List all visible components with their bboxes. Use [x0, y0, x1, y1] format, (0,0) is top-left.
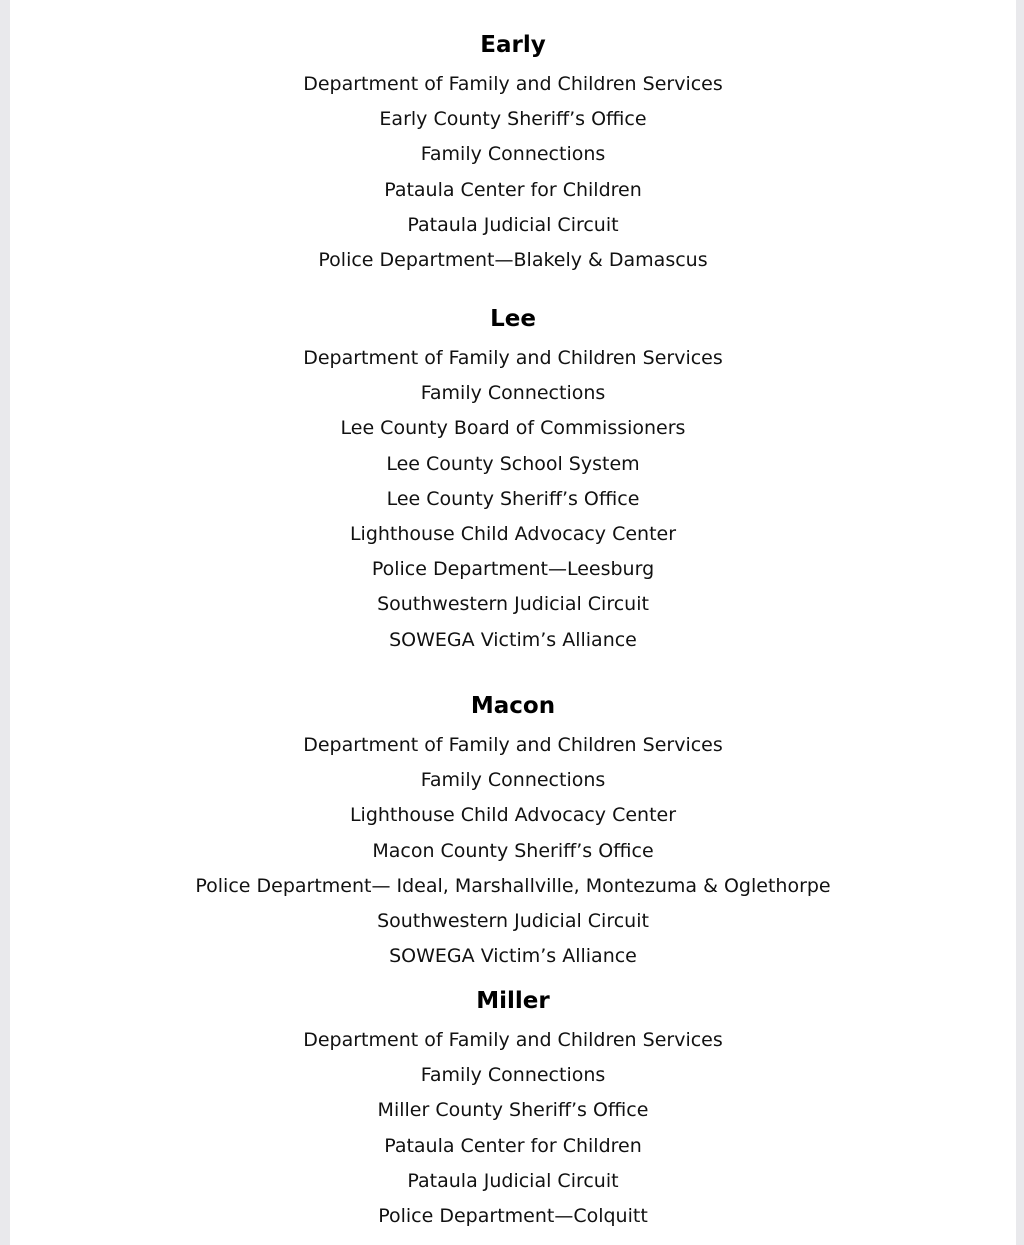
- agency-item: Southwestern Judicial Circuit: [377, 909, 649, 932]
- document-page: [10, 0, 1016, 1245]
- agency-item: Pataula Center for Children: [384, 1134, 642, 1157]
- agency-item: SOWEGA Victim’s Alliance: [389, 945, 637, 968]
- county-heading: Early: [480, 32, 546, 58]
- agency-item: Family Connections: [420, 769, 606, 792]
- agency-item: Miller County Sheriff’s Office: [377, 1099, 649, 1122]
- agency-item: Lighthouse Child Advocacy Center: [349, 804, 677, 827]
- agency-item: Department of Family and Children Services: [303, 73, 723, 95]
- agency-item: Lee County Sheriff’s Office: [386, 487, 640, 510]
- agency-item: Early County Sheriff’s Office: [379, 108, 647, 131]
- county-heading: Lee: [490, 306, 536, 332]
- county-section-early: [10, 31, 1016, 278]
- county-heading: Macon: [470, 693, 556, 719]
- agency-item: Police Department—Leesburg: [371, 558, 655, 581]
- agency-item: Department of Family and Children Services: [303, 734, 723, 756]
- agency-item: Pataula Judicial Circuit: [407, 1169, 619, 1192]
- agency-item: Lee County School System: [386, 452, 640, 475]
- agency-item: Family Connections: [420, 382, 606, 405]
- agency-item: Family Connections: [420, 1064, 606, 1087]
- agency-item: Macon County Sheriff’s Office: [372, 839, 654, 862]
- agency-item: Southwestern Judicial Circuit: [377, 593, 649, 616]
- county-heading: Miller: [476, 988, 550, 1014]
- county-section-miller: [10, 987, 1016, 1234]
- agency-item: Police Department—Blakely & Damascus: [318, 248, 708, 271]
- agency-item: Lee County Board of Commissioners: [340, 417, 686, 440]
- agency-item: Department of Family and Children Services: [303, 347, 723, 369]
- agency-item: Lighthouse Child Advocacy Center: [349, 522, 677, 545]
- agency-item: Pataula Center for Children: [384, 178, 642, 201]
- agency-item: Police Department—Colquitt: [378, 1204, 648, 1227]
- agency-item: Pataula Judicial Circuit: [407, 213, 619, 236]
- agency-item: Family Connections: [420, 143, 606, 166]
- county-section-lee: [10, 305, 1016, 658]
- agency-item: Department of Family and Children Services: [303, 1029, 723, 1051]
- agency-item: SOWEGA Victim’s Alliance: [389, 628, 637, 651]
- agency-item: Police Department— Ideal, Marshallville, Montezuma & Oglethorpe: [195, 874, 831, 897]
- county-section-macon: [10, 692, 1016, 974]
